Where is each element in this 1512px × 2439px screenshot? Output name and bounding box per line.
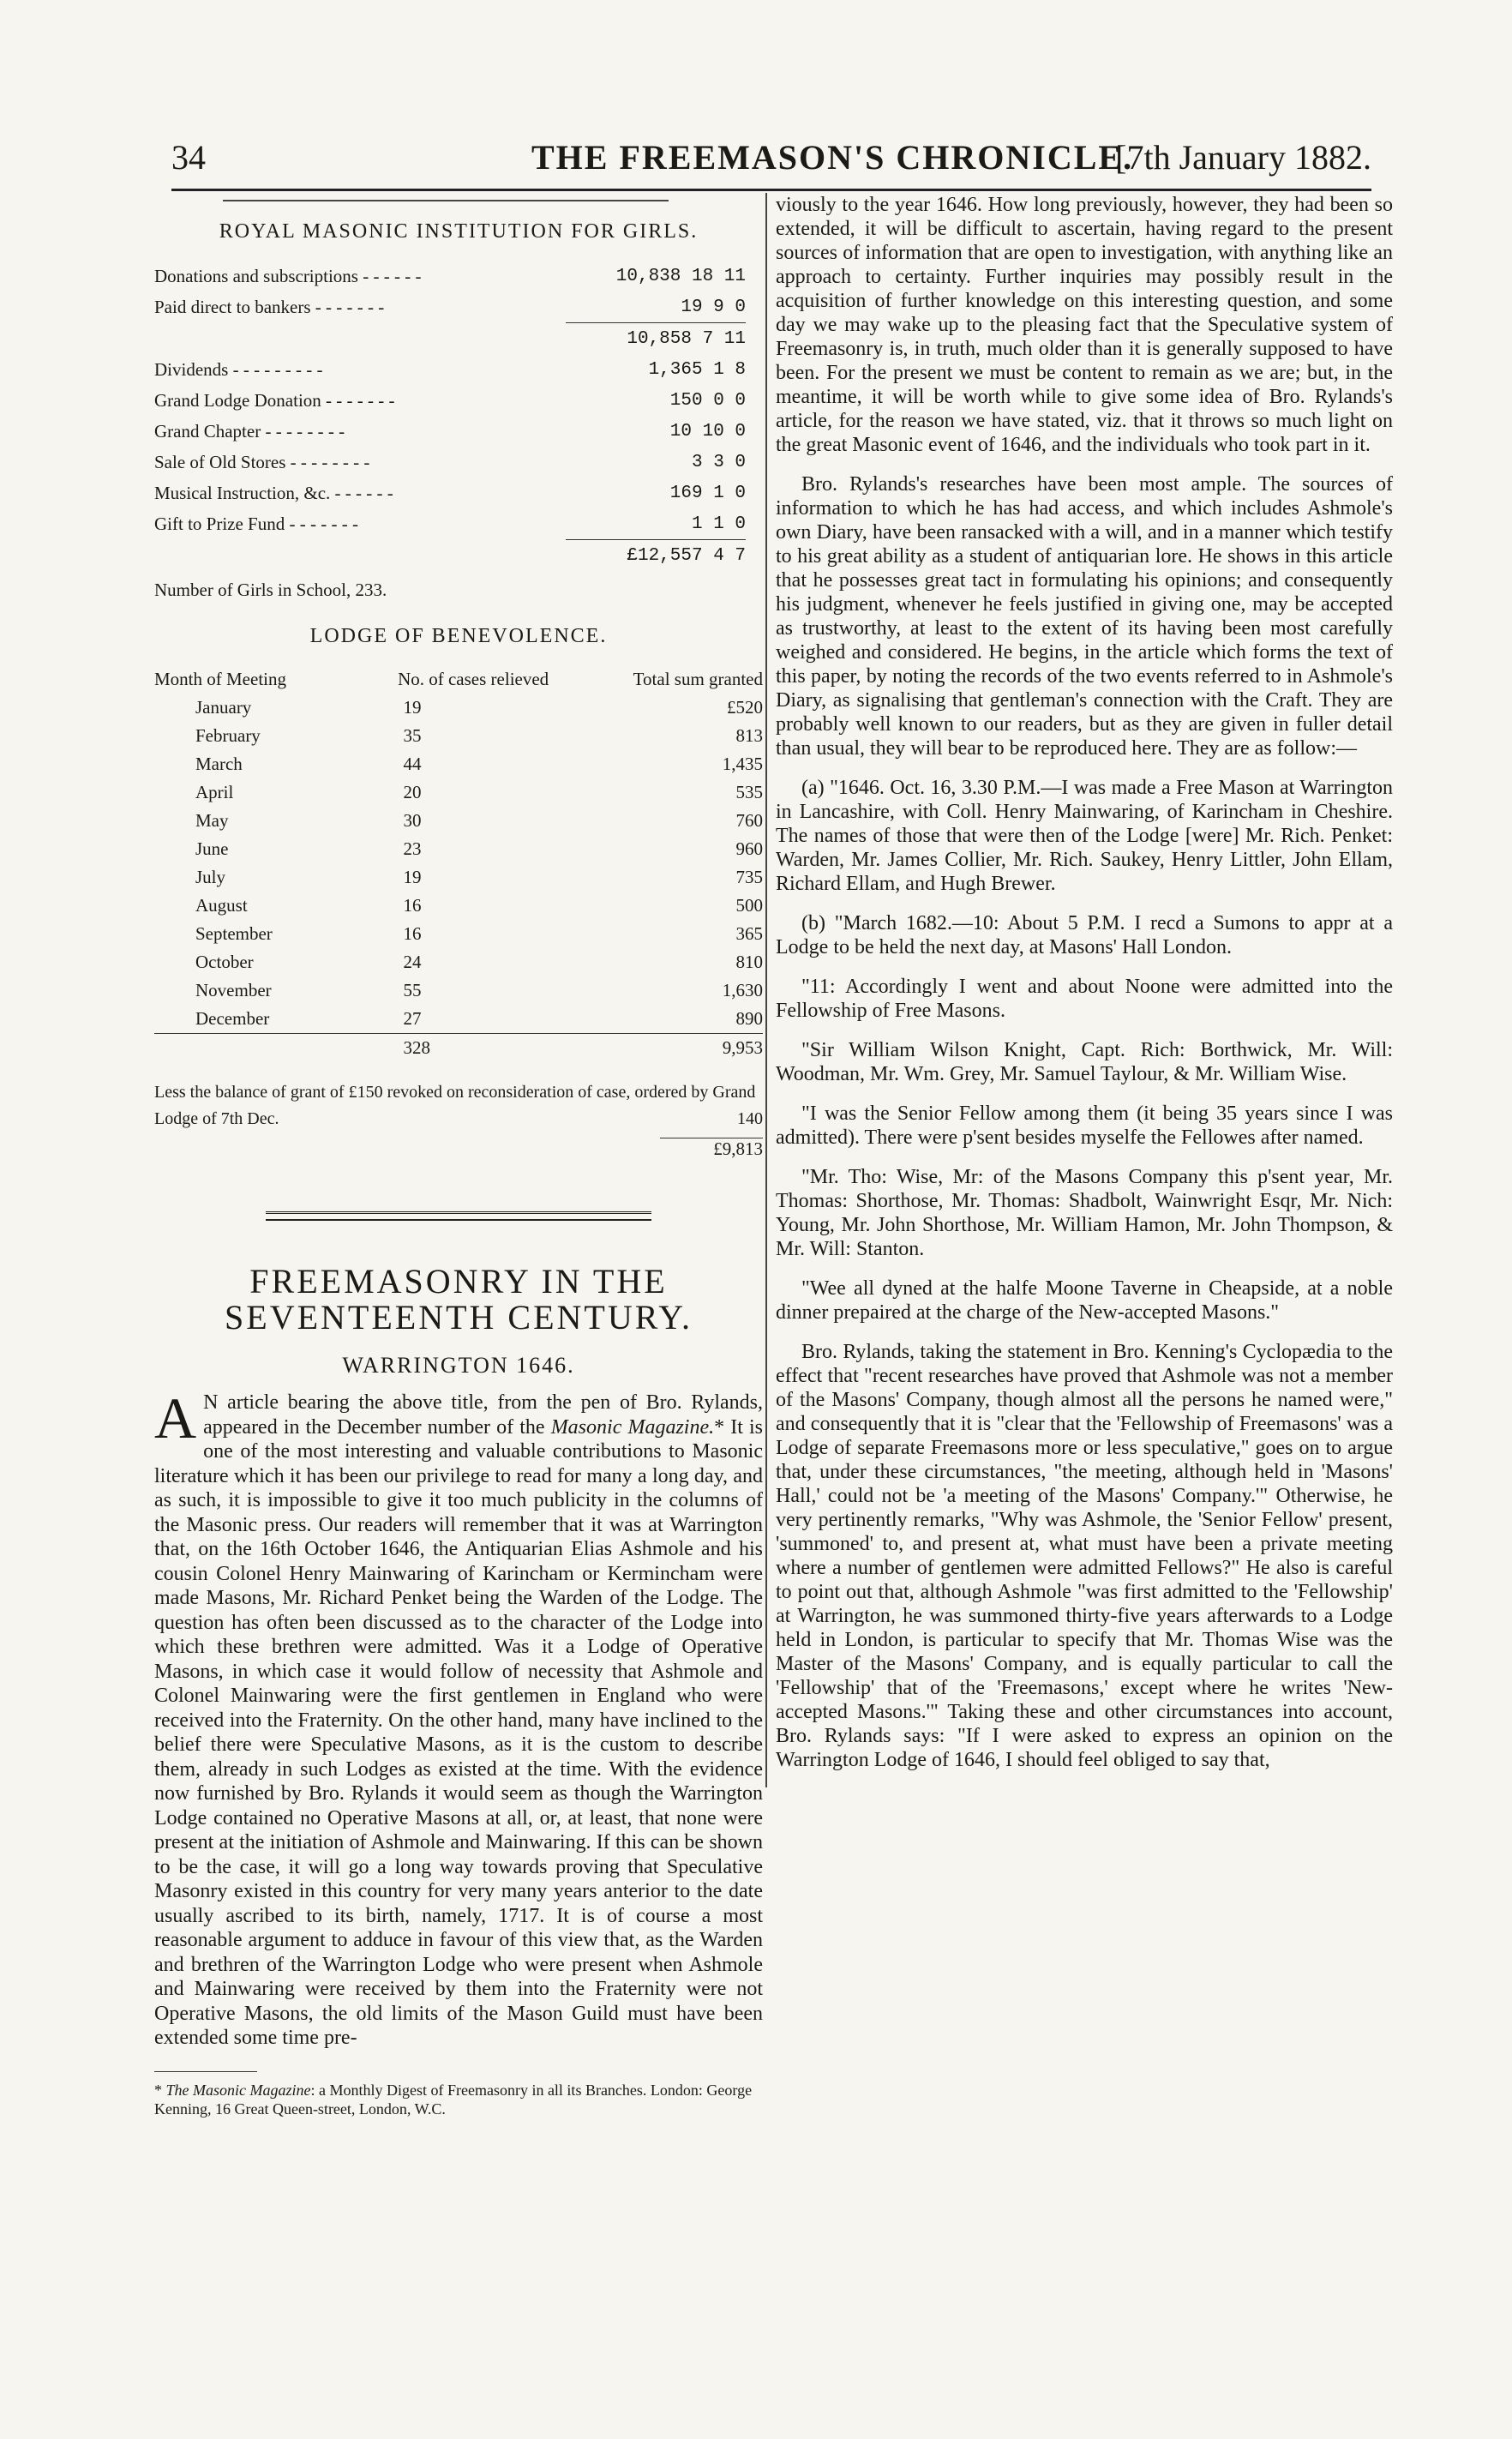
rmig-title: ROYAL MASONIC INSTITUTION FOR GIRLS. bbox=[219, 220, 699, 243]
article-paragraph-1: A N article bearing the above title, from the pen of Bro. Rylands, appeared in the December number of the Masonic Magazine.* It is one of the most interesting and valuable contributions to Masonic literature which it has been our privilege to read for many a long day, and as such, it is impossible to give it too much publicity in the columns of the Masonic press. Our readers will remember that it was at Warrington that, on the 16th October 1646, the Antiquarian Elias Ashmole and his cousin Colonel Henry Mainwaring of Karincham or Kermincham were made Masons, Mr. Richard Penket being the Warden of the Lodge. The question has often been discussed as to the character of the Lodge into which these brethren were admitted. Was it a Lodge of Operative Masons, in which case it would follow of necessity that Ashmole and Colonel Mainwaring were the first gentlemen in England who were received into the Fraternity. On the other hand, many have inclined to the belief there were Speculative Masons, as it is the custom to describe them, already in such Lodges as existed at the time. With the evidence now furnished by Bro. Rylands it would seem as though the Warrington Lodge contained no Operative Masons at all, or, at least, that none were present at the initiation of Ashmole and Mainwaring. If this can be shown to be the case, it will go a long way towards proving that Speculative Masonry existed in this country for very many years anterior to the date usually ascribed to its birth, namely, 1717. It is of course a most reasonable argument to adduce in favour of this view that, as the Warden and brethren of the Warrington Lodge who were present when Ashmole and Mainwaring were received by them into the Fraternity were not Operative Masons, the old limits of the Mason Guild must have been extended some time pre- bbox=[154, 1385, 763, 2049]
lob-row bbox=[154, 778, 763, 807]
lob-col-month: Month of Meeting bbox=[154, 669, 286, 689]
lob-row bbox=[154, 835, 763, 863]
right-paragraph-rylands: Bro. Rylands, taking the statement in Bro. Kenning's Cyclopædia to the effect that "recent researches have proved that Ashmole was not a member of the Masons' Company, though almost all the persons he named were," and consequently that it is "clear that the 'Fellowship of Freemasons' was a Lodge of separate Freemasons more or less speculative," goes on to argue that, under these circumstances, "the meeting, although held in 'Masons' Hall,' could not be 'a meeting of the Masons' Company.'" Otherwise, he very pertinently remarks, "Why was Ashmole, the 'Senior Fellow' present, 'summoned' to, and present at, what must have been a private meeting where a number of gentlemen were admitted Fellows?" He also is careful to point out that, although Ashmole "was first admitted to the 'Fellowship' at Warrington, he was summoned thirty-five years afterwards to a Lodge held in London, is particular to specify that Mr. Thomas Wise was the Master of the Masons' Company, and is equally particular to call the 'Fellowship' that of the 'Freemasons,' except where he writes 'New-accepted Masons.'" Taking these and other circumstances into account, Bro. Rylands says: "If I were asked to express an opinion on the Warrington Lodge of 1646, I should feel obliged to say that, bbox=[776, 1341, 1393, 1771]
lob-row bbox=[154, 694, 763, 722]
lob-cases: 27 bbox=[403, 1008, 422, 1029]
lob-month: September bbox=[195, 923, 273, 944]
footnote: * The Masonic Magazine: a Monthly Digest of Freemasonry in all its Branches. London: George Kenning, 16 Great Queen-street, London, W.C. bbox=[154, 2081, 753, 2118]
left-column bbox=[154, 193, 763, 2118]
rmig-row-amount: 19 9 0 bbox=[681, 297, 746, 317]
rmig-row-amount: 10,838 18 11 bbox=[615, 266, 746, 286]
rmig-total: £12,557 4 7 bbox=[566, 540, 746, 572]
diary-dinner: "Wee all dyned at the halfe Moone Taverne in Cheapside, at a noble dinner prepaired at the charge of the New-accepted Masons." bbox=[776, 1277, 1393, 1324]
lob-month: December bbox=[195, 1008, 270, 1029]
lob-month: January bbox=[195, 697, 252, 718]
lob-row bbox=[154, 807, 763, 835]
rmig-row-amount: 10 10 0 bbox=[669, 421, 746, 442]
lob-cases: 23 bbox=[403, 838, 422, 859]
rmig-subtotal-row bbox=[154, 323, 746, 355]
lob-total-sum: 9,953 bbox=[578, 1034, 763, 1063]
drop-cap: A bbox=[154, 1385, 197, 1451]
lob-month: May bbox=[195, 810, 229, 831]
lob-month: October bbox=[195, 952, 254, 972]
rmig-row-label: Gift to Prize Fund - - - - - - - bbox=[154, 513, 358, 534]
article-subtitle: WARRINGTON 1646. bbox=[342, 1353, 575, 1378]
lob-less-text: Less the balance of grant of £150 revoked on reconsideration of case, ordered by Grand Lodge of 7th Dec. bbox=[154, 1083, 756, 1128]
lob-row bbox=[154, 920, 763, 948]
lob-sum: 890 bbox=[735, 1008, 763, 1029]
footnote-rule bbox=[154, 2071, 257, 2072]
rmig-row-label: Donations and subscriptions - - - - - - bbox=[154, 265, 422, 286]
right-paragraph-1: viously to the year 1646. How long previously, however, they had been so extended, it will be difficult to ascertain, having regard to the present sources of information that are open to investigation, with anything like an approach to certainty. Further inquiries may possibly result in the acquisition of further knowledge on this interesting question, and some day we may wake up to the pleasing fact that the Speculative system of Freemasonry is, in truth, much older than it is generally supposed to have been. For the present we must be content to remain as we are; but, in the meantime, it will be worth while to give some idea of Bro. Rylands's article, for the reason we have stated, viz. that it throws so much light on the great Masonic event of 1646, and the individuals who took part in it. bbox=[776, 194, 1393, 456]
lob-sum: 735 bbox=[735, 867, 763, 887]
lob-sum: 1,630 bbox=[722, 980, 763, 1000]
lob-row bbox=[154, 722, 763, 750]
lob-month: April bbox=[195, 782, 234, 802]
lob-cases: 35 bbox=[403, 725, 422, 746]
lob-cases: 16 bbox=[403, 923, 422, 944]
diary-names: "Sir William Wilson Knight, Capt. Rich: Borthwick, Mr. Will: Woodman, Mr. Wm. Grey, Mr. Samuel Taylour, & Mr. William Wise. bbox=[776, 1039, 1393, 1085]
rmig-row-amount: 150 0 0 bbox=[669, 390, 746, 411]
rmig-row-label: Grand Lodge Donation - - - - - - - bbox=[154, 389, 395, 411]
lob-sum: 535 bbox=[735, 782, 763, 802]
masthead: THE FREEMASON'S CHRONICLE. bbox=[531, 138, 1134, 177]
diary-senior-fellow: "I was the Senior Fellow among them (it being 35 years since I was admitted). There were p'sent besides myselfe the Fellowes after named. bbox=[776, 1102, 1393, 1149]
rmig-row bbox=[154, 508, 746, 540]
lob-sum: 813 bbox=[735, 725, 763, 746]
lob-cases: 44 bbox=[403, 754, 422, 774]
rmig-row bbox=[154, 385, 746, 416]
rmig-row bbox=[154, 291, 746, 323]
lob-month: June bbox=[195, 838, 229, 859]
rmig-subtotal: 10,858 7 11 bbox=[566, 323, 746, 355]
lob-row bbox=[154, 1005, 763, 1034]
rmig-row bbox=[154, 416, 746, 447]
lob-final-total: £9,813 bbox=[660, 1138, 763, 1160]
rmig-row bbox=[154, 447, 746, 478]
lob-cases: 55 bbox=[403, 980, 422, 1000]
lob-sum: 810 bbox=[735, 952, 763, 972]
right-column bbox=[765, 193, 1393, 1787]
lob-row bbox=[154, 976, 763, 1005]
lob-total-cases: 328 bbox=[369, 1034, 577, 1063]
lob-sum: 365 bbox=[735, 923, 763, 944]
lob-col-sum: Total sum granted bbox=[633, 669, 763, 689]
lob-sum: 500 bbox=[735, 895, 763, 916]
header-rule bbox=[171, 189, 1371, 191]
lob-cases: 30 bbox=[403, 810, 422, 831]
lob-total-row bbox=[154, 1034, 763, 1063]
lob-cases: 19 bbox=[403, 867, 422, 887]
rmig-row-amount: 169 1 0 bbox=[669, 483, 746, 503]
rmig-table bbox=[154, 261, 746, 571]
lob-row bbox=[154, 750, 763, 778]
section-divider bbox=[266, 1211, 651, 1221]
page-number: 34 bbox=[171, 138, 206, 177]
lob-sum: 760 bbox=[735, 810, 763, 831]
issue-date: [7th January 1882. bbox=[1115, 138, 1371, 177]
lob-row bbox=[154, 948, 763, 976]
lob-less-amount: 140 bbox=[737, 1109, 763, 1128]
diary-entry-11: "11: Accordingly I went and about Noone were admitted into the Fellowship of Free Masons. bbox=[776, 976, 1393, 1022]
rmig-row-amount: 1 1 0 bbox=[691, 514, 746, 534]
diary-fellowes: "Mr. Tho: Wise, Mr: of the Masons Company this p'sent year, Mr. Thomas: Shorthose, Mr. Thomas: Shadbolt, Wainwright Esqr, Mr. Nich: Young, Mr. John Shorthose, Mr. William Hamon, Mr. John Thompson, & Mr. Will: Stanton. bbox=[776, 1166, 1393, 1260]
lob-col-cases: No. of cases relieved bbox=[398, 669, 549, 689]
rmig-row-amount: 3 3 0 bbox=[691, 452, 746, 472]
lob-table bbox=[154, 665, 763, 1062]
article-title: FREEMASONRY IN THE SEVENTEENTH CENTURY. bbox=[225, 1262, 693, 1337]
lob-cases: 19 bbox=[403, 697, 422, 718]
lob-less-note bbox=[154, 1079, 763, 1132]
lob-cases: 16 bbox=[403, 895, 422, 916]
lob-month: August bbox=[195, 895, 248, 916]
column-top-rule bbox=[223, 200, 669, 201]
rmig-row-label: Grand Chapter - - - - - - - - bbox=[154, 420, 345, 442]
lob-header-row bbox=[154, 665, 763, 694]
rmig-row bbox=[154, 478, 746, 508]
lob-cases: 20 bbox=[403, 782, 422, 802]
lob-month: July bbox=[195, 867, 226, 887]
right-paragraph-2: Bro. Rylands's researches have been most ample. The sources of information to which he has had access, and which includes Ashmole's own Diary, have been ransacked with a will, and in a manner which testify to his great ability as a student of antiquarian lore. He shows in this article that he possesses great tact in formulating his opinions; and consequently his judgment, whenever he feels justified in giving one, may be accepted as trustworthy, at least to the extent of its having been most carefully weighed and considered. He begins, in the article which forms the text of this paper, by noting the records of the two events referred to in Ashmole's Diary, as signalising that gentleman's connection with the Craft. They are probably well known to our readers, but as they are given in fuller detail than usual, they will bear to be reproduced here. They are as follow:— bbox=[776, 473, 1393, 760]
rmig-row bbox=[154, 261, 746, 291]
lob-row bbox=[154, 863, 763, 892]
lob-title: LODGE OF BENEVOLENCE. bbox=[309, 625, 608, 647]
rmig-row-label: Paid direct to bankers - - - - - - - bbox=[154, 296, 385, 317]
rmig-row-label: Sale of Old Stores - - - - - - - - bbox=[154, 451, 370, 472]
rmig-row-label: Dividends - - - - - - - - - bbox=[154, 358, 323, 380]
lob-row bbox=[154, 892, 763, 920]
page-header bbox=[171, 137, 1371, 189]
lob-month: March bbox=[195, 754, 243, 774]
lob-sum: 1,435 bbox=[722, 754, 763, 774]
lob-sum: 960 bbox=[735, 838, 763, 859]
rmig-total-row bbox=[154, 540, 746, 572]
diary-entry-b: (b) "March 1682.—10: About 5 P.M. I recd a Sumons to appr at a Lodge to be held the next day, at Masons' Hall London. bbox=[776, 912, 1393, 958]
rmig-row-label: Musical Instruction, &c. - - - - - - bbox=[154, 482, 393, 503]
masonic-magazine-title: Masonic Magazine. bbox=[550, 1415, 715, 1439]
diary-entry-a: (a) "1646. Oct. 16, 3.30 P.M.—I was made a Free Mason at Warrington in Lancashire, with Coll. Henry Mainwaring, of Karincham in Cheshire. The names of those that were then of the Lodge [were] Mr. Rich. Penket: Warden, Mr. James Collier, Mr. Rich. Saukey, Henry Littler, John Ellam, Richard Ellam, and Hugh Brewer. bbox=[776, 777, 1393, 895]
rmig-row bbox=[154, 354, 746, 385]
rmig-row-amount: 1,365 1 8 bbox=[648, 359, 746, 380]
lob-cases: 24 bbox=[403, 952, 422, 972]
girls-in-school: Number of Girls in School, 233. bbox=[154, 580, 387, 600]
lob-month: February bbox=[195, 725, 261, 746]
lob-sum: £520 bbox=[727, 697, 763, 718]
lob-month: November bbox=[195, 980, 272, 1000]
